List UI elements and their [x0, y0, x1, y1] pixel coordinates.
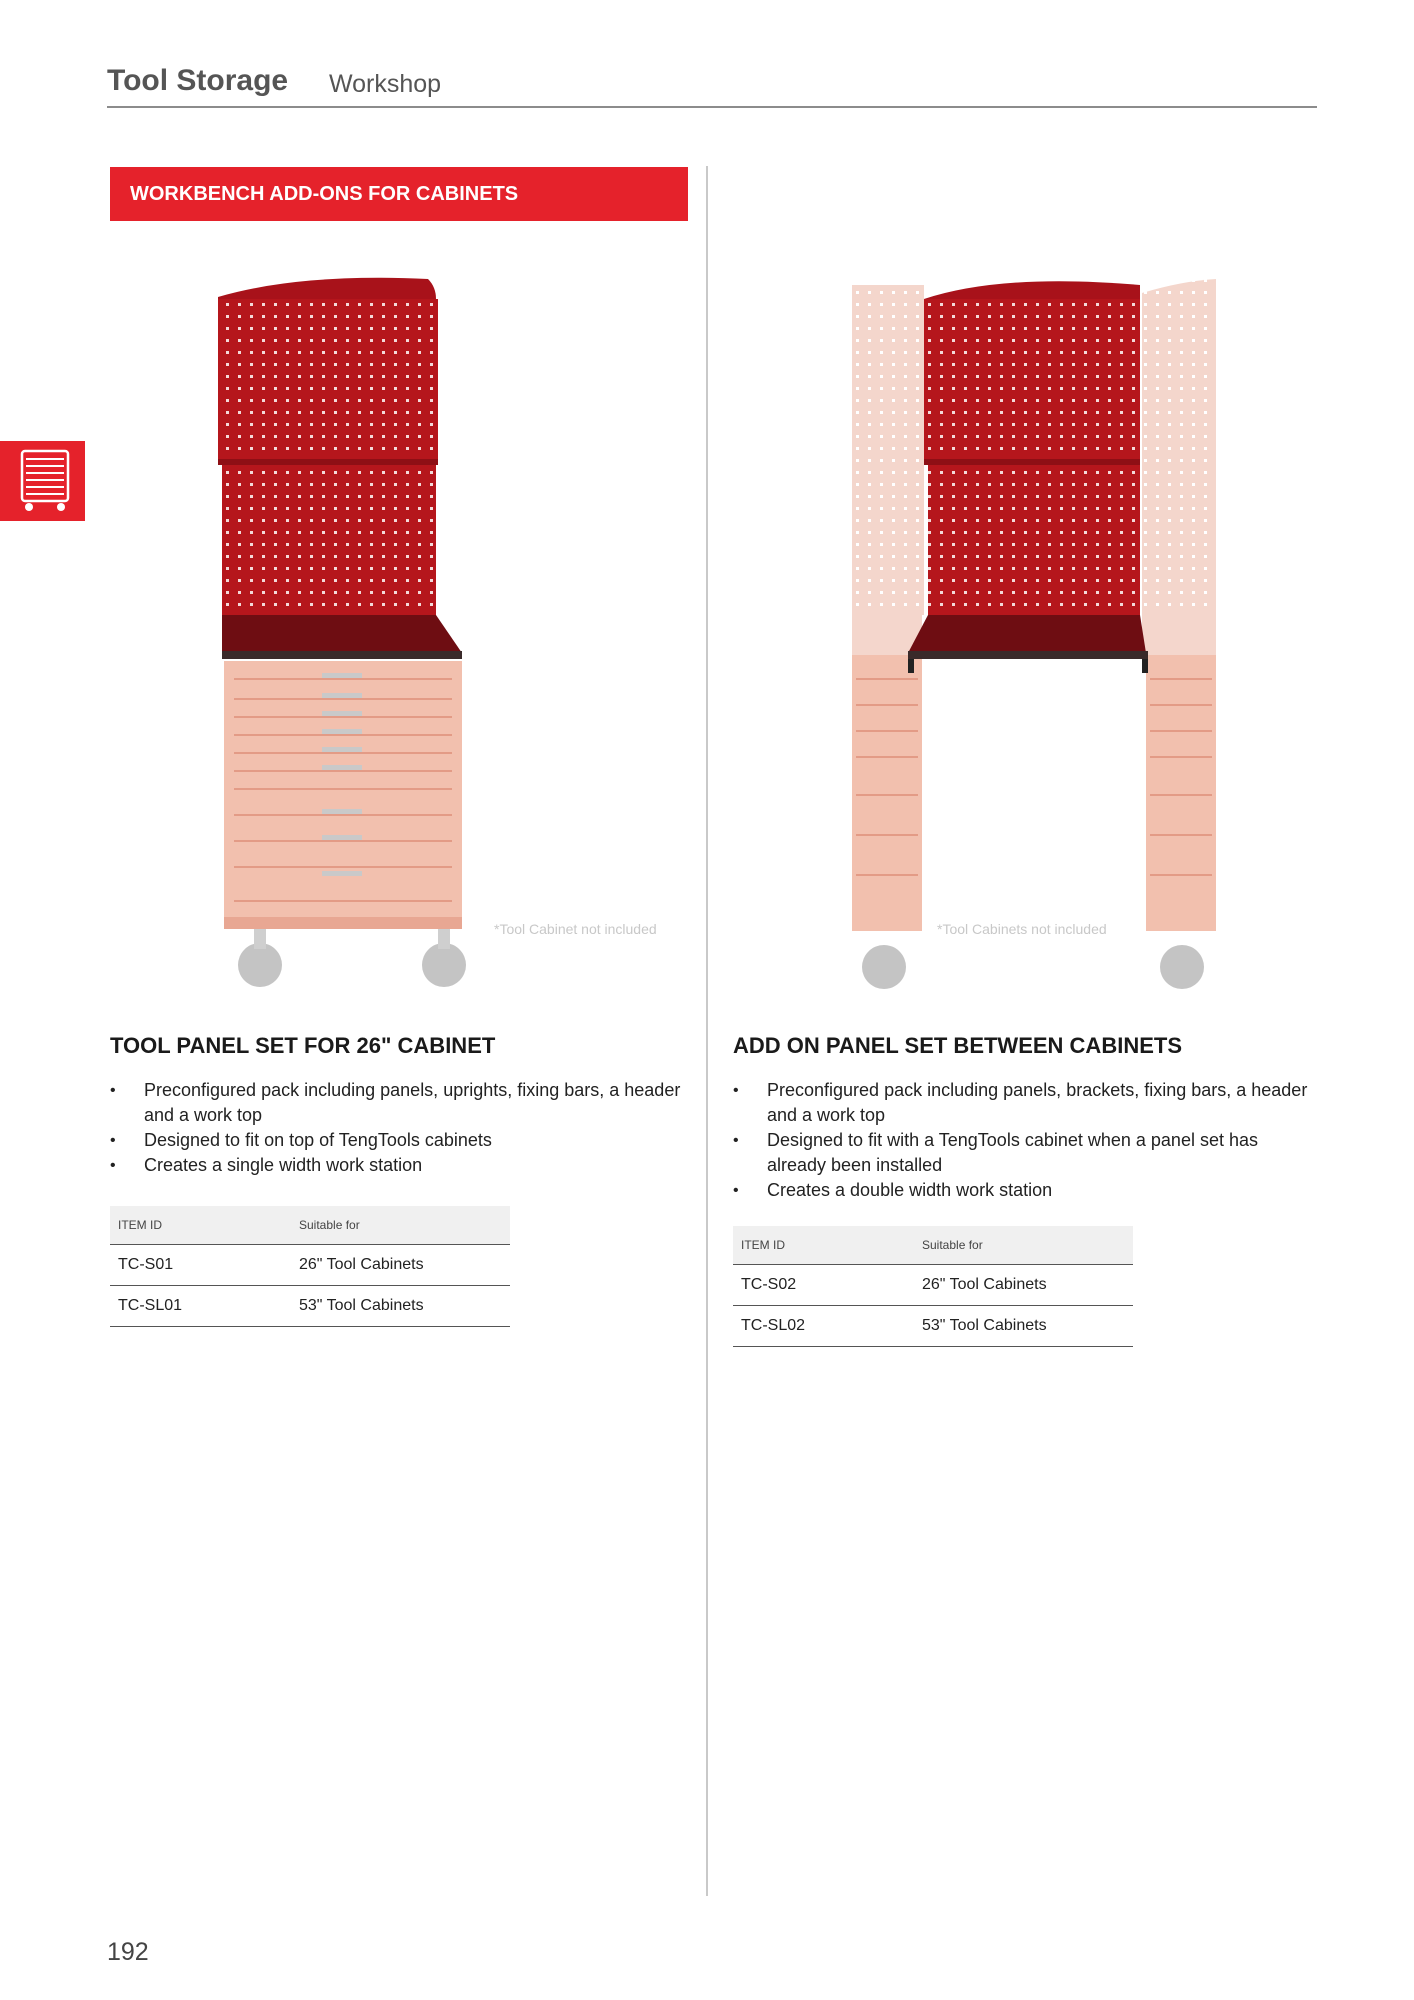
product-title-add-on-panel: ADD ON PANEL SET BETWEEN CABINETS	[733, 1033, 1182, 1058]
item-table	[733, 1226, 1133, 1347]
column-header-suitable-for: Suitable for	[269, 1206, 510, 1245]
suitable-for-cell: 26" Tool Cabinets	[269, 1245, 510, 1286]
column-header-suitable-for: Suitable for	[892, 1226, 1133, 1265]
cabinet-not-included-note: *Tool Cabinet not included	[494, 921, 657, 937]
feature-item: • Preconfigured pack including panels, uprights, fixing bars, a header and a work top	[110, 1078, 690, 1128]
item-id-cell: TC-SL01	[110, 1286, 269, 1327]
suitable-for-cell: 53" Tool Cabinets	[269, 1286, 510, 1327]
column-header-item-id: ITEM ID	[733, 1226, 892, 1265]
section-banner: WORKBENCH ADD-ONS FOR CABINETS	[110, 167, 688, 221]
table-row	[733, 1265, 1133, 1306]
table-header-row	[733, 1226, 1133, 1265]
chapter-tab[interactable]	[0, 441, 85, 521]
page-header	[107, 62, 1317, 108]
feature-item: • Designed to fit with a TengTools cabinet when a panel set has already been installed	[733, 1128, 1313, 1178]
suitable-for-cell: 53" Tool Cabinets	[892, 1306, 1133, 1347]
feature-list	[733, 1078, 1313, 1203]
item-id-cell: TC-SL02	[733, 1306, 892, 1347]
table-row	[110, 1245, 510, 1286]
suitable-for-cell: 26" Tool Cabinets	[892, 1265, 1133, 1306]
page-subtitle: Workshop	[329, 70, 442, 98]
item-id-cell: TC-S01	[110, 1245, 269, 1286]
feature-item: • Preconfigured pack including panels, brackets, fixing bars, a header and a work top	[733, 1078, 1313, 1128]
feature-list	[110, 1078, 690, 1178]
column-header-item-id: ITEM ID	[110, 1206, 269, 1245]
add-on-panel-illustration	[852, 275, 1222, 995]
table-header-row	[110, 1206, 510, 1245]
item-id-cell: TC-S02	[733, 1265, 892, 1306]
product-title-panel-set: TOOL PANEL SET FOR 26" CABINET	[110, 1033, 496, 1058]
feature-item: • Creates a double width work station	[733, 1178, 1313, 1203]
page-title: Tool Storage	[107, 64, 289, 97]
item-table	[110, 1206, 510, 1327]
panel-set-illustration	[210, 275, 470, 995]
tool-cabinet-icon	[0, 441, 85, 521]
table-row	[733, 1306, 1133, 1347]
cabinets-not-included-note: *Tool Cabinets not included	[937, 921, 1107, 937]
feature-item: • Designed to fit on top of TengTools cabinets	[110, 1128, 690, 1153]
page-number: 192	[107, 1938, 149, 1966]
feature-item: • Creates a single width work station	[110, 1153, 690, 1178]
column-divider	[706, 166, 708, 1896]
table-row	[110, 1286, 510, 1327]
